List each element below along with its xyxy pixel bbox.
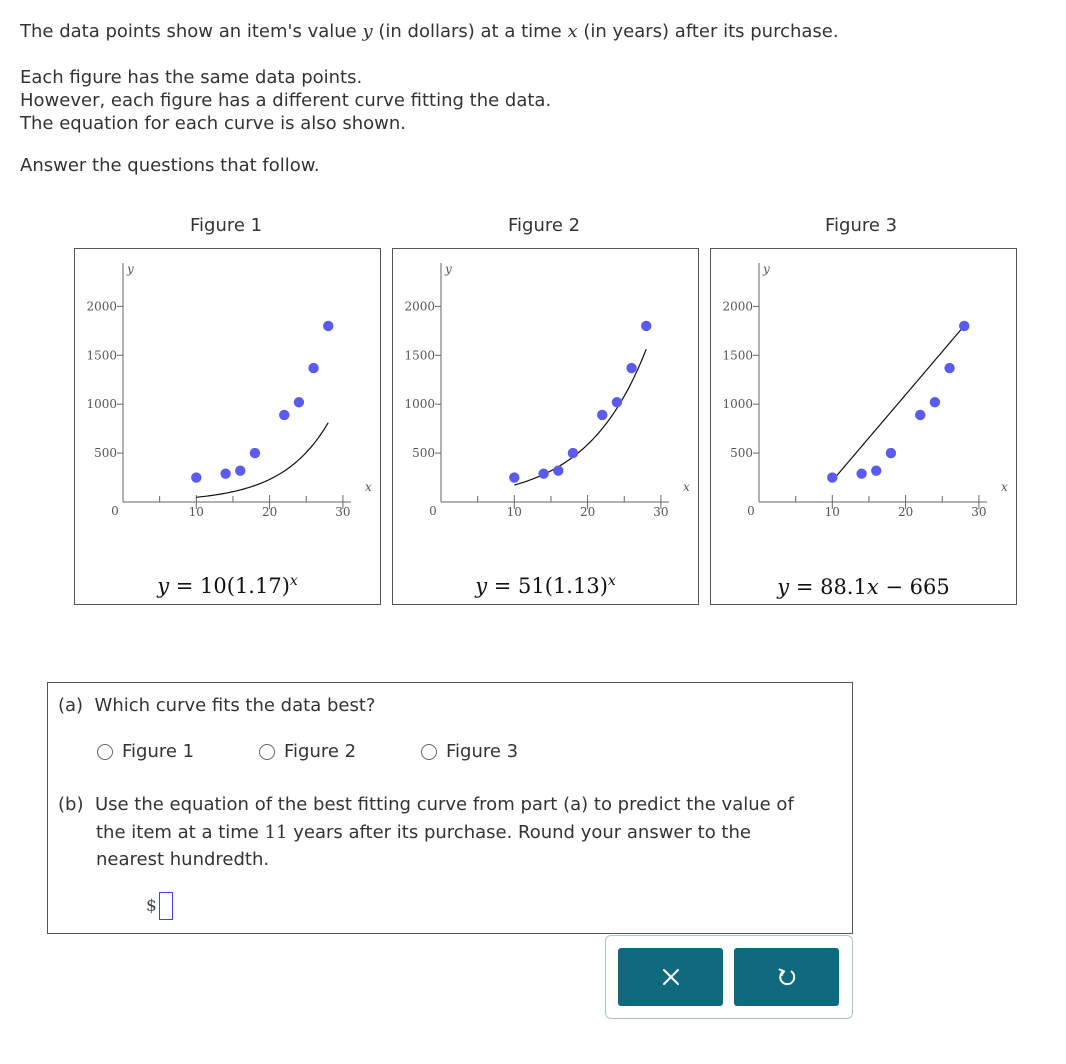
figure-1 [74,248,381,605]
intro-line-1: The data points show an item's value y (in dollars) at a time x (in years) after its purchase. [20,21,839,42]
data-point [294,397,304,407]
data-point [235,466,245,476]
radio-label: Figure 2 [284,741,357,762]
data-point [279,410,289,420]
intro-line-4: The equation for each curve is also shown. [20,113,406,134]
data-point [944,363,954,373]
answer-input[interactable] [159,892,173,920]
figure-2 [392,248,699,605]
figure-2-plot [393,249,700,606]
data-point [568,448,578,458]
intro-line-2: Each figure has the same data points. [20,67,363,88]
y-tick-label: 2000 [86,299,117,314]
x-axis-label: x [1001,480,1008,494]
y-tick-label: 2000 [404,299,435,314]
origin-label: 0 [747,504,755,518]
radio-circle[interactable] [97,744,113,760]
data-point [626,363,636,373]
figure-2-equation: $y = 51(1.13)^x$ [475,573,616,598]
data-point [915,410,925,420]
y-axis-label: y [445,262,452,276]
x-tick-label: 10 [824,505,840,519]
x-tick-label: 30 [335,505,351,519]
origin-label: 0 [111,504,119,518]
data-point [509,472,519,482]
currency-symbol: $ [146,896,157,916]
radio-circle[interactable] [421,744,437,760]
data-point [191,472,201,482]
clear-button[interactable] [618,948,723,1006]
x-tick-label: 20 [579,505,596,519]
x-tick-label: 10 [506,505,522,519]
y-tick-label: 500 [730,446,753,461]
data-point [538,468,548,478]
intro-line-3: However, each figure has a different curve fitting the data. [20,90,552,111]
origin-label: 0 [429,504,437,518]
x-tick-label: 10 [188,505,204,519]
radio-figure-3[interactable] [421,741,518,762]
y-tick-label: 1000 [722,397,753,412]
radio-circle[interactable] [259,744,275,760]
question-b-line-1: (b) Use the equation of the best fitting curve from part (a) to predict the value of [58,794,794,815]
close-icon [662,968,680,986]
x-axis-label: x [365,480,372,494]
data-point [597,410,607,420]
data-point [612,397,622,407]
answer-row [146,892,173,920]
data-point [827,472,837,482]
y-tick-label: 1500 [722,348,753,363]
data-point [323,321,333,331]
data-point [553,466,563,476]
figure-3 [710,248,1017,605]
y-tick-label: 500 [412,446,435,461]
data-point [856,468,866,478]
data-point [930,397,940,407]
x-tick-label: 30 [653,505,669,519]
fit-curve [196,423,328,498]
x-axis-label: x [683,480,690,494]
radio-label: Figure 3 [446,741,519,762]
figure-3-title: Figure 3 [825,215,898,236]
data-point [220,468,230,478]
y-tick-label: 2000 [722,299,753,314]
y-tick-label: 1000 [404,397,435,412]
data-point [959,321,969,331]
y-tick-label: 1000 [86,397,117,412]
radio-figure-1[interactable] [97,741,194,762]
figure-3-equation: y = 88.1x − 665 [777,575,950,599]
y-tick-label: 500 [94,446,117,461]
y-tick-label: 1500 [404,348,435,363]
radio-label: Figure 1 [122,741,195,762]
data-point [871,466,881,476]
radio-figure-2[interactable] [259,741,356,762]
data-point [641,321,651,331]
action-panel [605,935,853,1019]
undo-icon [777,967,797,987]
figure-1-plot [75,249,382,606]
y-axis-label: y [763,262,770,276]
x-tick-label: 30 [971,505,987,519]
figure-3-plot [711,249,1018,606]
figure-2-title: Figure 2 [508,215,581,236]
figure-1-equation: $y = 10(1.17)^x$ [157,573,298,598]
data-point [250,448,260,458]
figure-1-title: Figure 1 [190,215,263,236]
question-b-line-3: nearest hundredth. [96,849,270,870]
fit-curve [835,326,964,478]
y-axis-label: y [127,262,134,276]
data-point [308,363,318,373]
data-point [886,448,896,458]
question-b-line-2: the item at a time 11 years after its purchase. Round your answer to the [96,822,751,843]
intro-line-5: Answer the questions that follow. [20,155,320,176]
undo-button[interactable] [734,948,839,1006]
x-tick-label: 20 [897,505,914,519]
fit-curve [514,349,646,485]
y-tick-label: 1500 [86,348,117,363]
question-a: (a) Which curve fits the data best? [58,695,376,716]
x-tick-label: 20 [261,505,278,519]
